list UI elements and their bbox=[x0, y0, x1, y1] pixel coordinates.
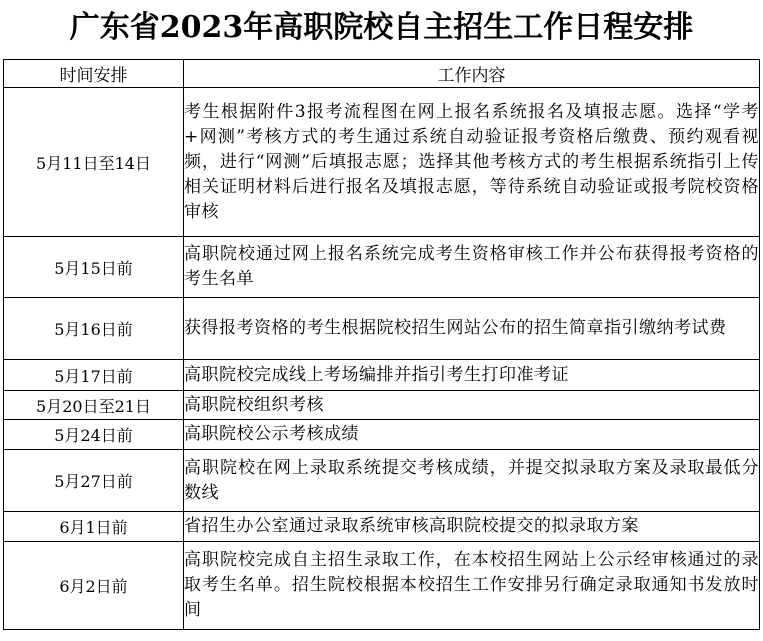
row-time: 6月1日前 bbox=[4, 512, 184, 542]
table-row bbox=[4, 88, 760, 237]
row-content: 高职院校组织考核 bbox=[184, 391, 760, 420]
row-content: 省招生办公室通过录取系统审核高职院校提交的拟录取方案 bbox=[184, 512, 760, 542]
row-content: 高职院校完成线上考场编排并指引考生打印准考证 bbox=[184, 360, 760, 391]
row-content: 高职院校在网上录取系统提交考核成绩，并提交拟录取方案及录取最低分数线 bbox=[184, 450, 760, 512]
row-time: 5月11日至14日 bbox=[4, 88, 184, 237]
row-content: 高职院校公示考核成绩 bbox=[184, 420, 760, 450]
header-time: 时间安排 bbox=[4, 60, 184, 88]
table-row bbox=[4, 542, 760, 630]
row-time: 5月27日前 bbox=[4, 450, 184, 512]
header-content: 工作内容 bbox=[184, 60, 760, 88]
row-time: 5月15日前 bbox=[4, 237, 184, 298]
table-row bbox=[4, 298, 760, 360]
table-row bbox=[4, 512, 760, 542]
row-content: 高职院校完成自主招生录取工作，在本校招生网站上公示经审核通过的录取考生名单。招生院校根据本校招生工作安排另行确定录取通知书发放时间 bbox=[184, 542, 760, 630]
table-row bbox=[4, 450, 760, 512]
row-time: 5月17日前 bbox=[4, 360, 184, 391]
row-time: 5月20日至21日 bbox=[4, 391, 184, 420]
table-row bbox=[4, 391, 760, 420]
row-content: 考生根据附件3报考流程图在网上报名系统报名及填报志愿。选择“学考+网测”考核方式的考生通过系统自动验证报考资格后缴费、预约观看视频，进行“网测”后填报志愿；选择其他考核方式的考生根据系统指引上传相关证明材料后进行报名及填报志愿，等待系统自动验证或报考院校资格审核 bbox=[184, 88, 760, 237]
schedule-table bbox=[3, 59, 760, 630]
table-row bbox=[4, 237, 760, 298]
page-title: 广东省2023年高职院校自主招生工作日程安排 bbox=[69, 10, 694, 45]
table-header-row bbox=[4, 60, 760, 88]
row-content: 获得报考资格的考生根据院校招生网站公布的招生简章指引缴纳考试费 bbox=[184, 298, 760, 360]
table-row bbox=[4, 360, 760, 391]
row-time: 6月2日前 bbox=[4, 542, 184, 630]
row-time: 5月16日前 bbox=[4, 298, 184, 360]
table-row bbox=[4, 420, 760, 450]
row-content: 高职院校通过网上报名系统完成考生资格审核工作并公布获得报考资格的考生名单 bbox=[184, 237, 760, 298]
row-time: 5月24日前 bbox=[4, 420, 184, 450]
